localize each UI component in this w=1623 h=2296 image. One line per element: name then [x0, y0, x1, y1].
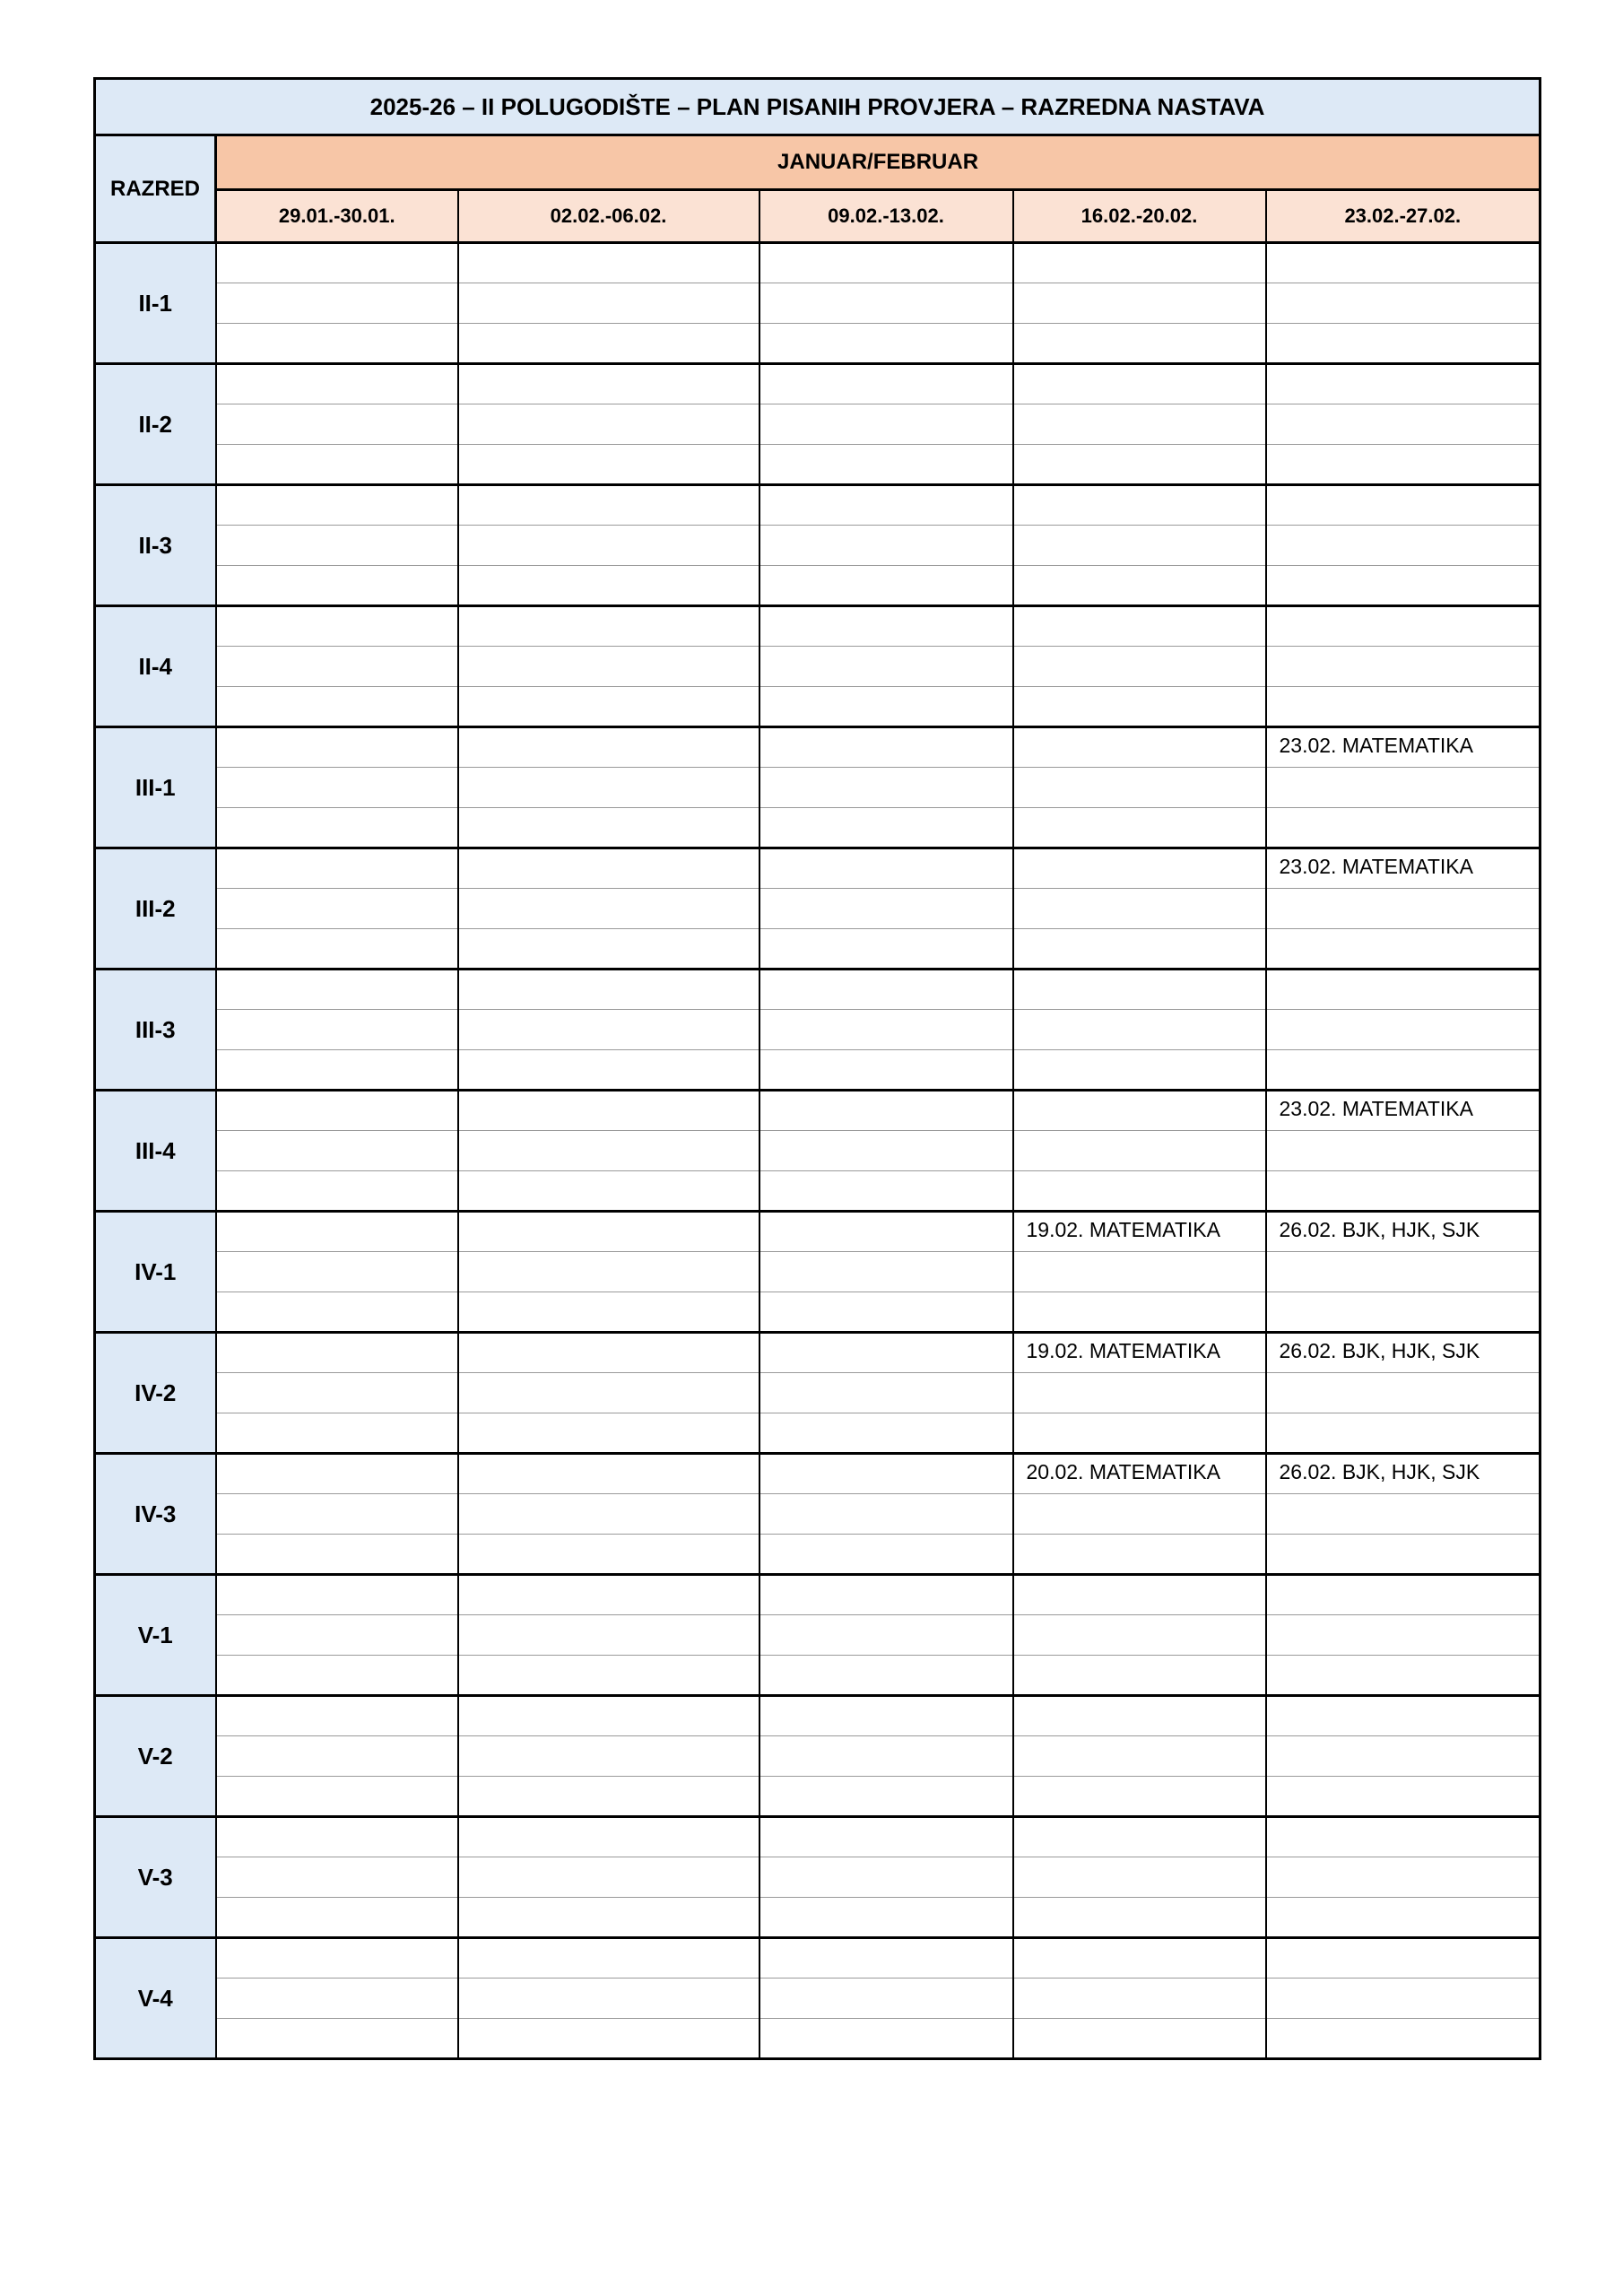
class-label: II-2: [95, 364, 216, 485]
schedule-cell: [1266, 445, 1541, 485]
schedule-cell: [1013, 1252, 1266, 1292]
schedule-cell: [1013, 1656, 1266, 1696]
schedule-cell: 23.02. MATEMATIKA: [1266, 1091, 1541, 1131]
schedule-cell: [1266, 404, 1541, 445]
table-row: [95, 1777, 1541, 1817]
schedule-cell: [216, 1292, 458, 1333]
schedule-cell: [1266, 687, 1541, 727]
table-row: [95, 283, 1541, 324]
schedule-cell: [759, 1656, 1013, 1696]
schedule-cell: [216, 1575, 458, 1615]
schedule-cell: [216, 606, 458, 647]
schedule-cell: [1266, 1898, 1541, 1938]
table-row: [95, 1413, 1541, 1454]
schedule-cell: [759, 1535, 1013, 1575]
schedule-cell: [1266, 606, 1541, 647]
schedule-cell: [759, 1817, 1013, 1857]
schedule-cell: [759, 1333, 1013, 1373]
schedule-cell: [1013, 1615, 1266, 1656]
schedule-cell: [1013, 808, 1266, 848]
schedule-cell: [759, 445, 1013, 485]
table-row: [95, 1292, 1541, 1333]
schedule-cell: [759, 848, 1013, 889]
schedule-cell: [759, 606, 1013, 647]
schedule-cell: [759, 1373, 1013, 1413]
schedule-cell: [458, 1252, 759, 1292]
schedule-cell: [216, 485, 458, 526]
schedule-cell: [216, 404, 458, 445]
schedule-cell: [216, 1615, 458, 1656]
schedule-cell: [1266, 1010, 1541, 1050]
schedule-cell: [458, 485, 759, 526]
class-label: III-1: [95, 727, 216, 848]
schedule-cell: [1266, 1373, 1541, 1413]
schedule-cell: [1013, 1817, 1266, 1857]
schedule-cell: [216, 1454, 458, 1494]
schedule-cell: [458, 1817, 759, 1857]
schedule-cell: [1266, 1050, 1541, 1091]
schedule-cell: [458, 566, 759, 606]
schedule-cell: [759, 1171, 1013, 1212]
table-row: [95, 243, 1541, 283]
schedule-cell: [216, 1373, 458, 1413]
schedule-cell: [1013, 1091, 1266, 1131]
schedule-cell: [216, 1252, 458, 1292]
schedule-cell: [759, 1212, 1013, 1252]
schedule-cell: [1266, 970, 1541, 1010]
schedule-cell: [1266, 485, 1541, 526]
table-row: [95, 445, 1541, 485]
table-row: [95, 1615, 1541, 1656]
class-label: II-1: [95, 243, 216, 364]
schedule-cell: [759, 929, 1013, 970]
schedule-cell: [1013, 1171, 1266, 1212]
class-label: IV-2: [95, 1333, 216, 1454]
table-row: [95, 1898, 1541, 1938]
schedule-cell: [216, 1736, 458, 1777]
schedule-cell: [216, 445, 458, 485]
class-rows: [95, 243, 1541, 2059]
schedule-cell: [216, 768, 458, 808]
schedule-cell: [759, 1131, 1013, 1171]
schedule-cell: [759, 526, 1013, 566]
schedule-cell: [1013, 1494, 1266, 1535]
schedule-cell: [1013, 404, 1266, 445]
schedule-cell: [1266, 1656, 1541, 1696]
schedule-cell: [759, 2019, 1013, 2059]
schedule-cell: [458, 970, 759, 1010]
schedule-cell: [1266, 243, 1541, 283]
schedule-cell: [1266, 1413, 1541, 1454]
schedule-cell: [458, 1131, 759, 1171]
schedule-cell: [216, 647, 458, 687]
schedule-cell: [759, 404, 1013, 445]
table-row: [95, 1010, 1541, 1050]
schedule-cell: [1266, 1938, 1541, 1979]
week-header: 29.01.-30.01.: [216, 190, 458, 243]
schedule-cell: [1013, 889, 1266, 929]
schedule-cell: [1013, 485, 1266, 526]
class-label: V-2: [95, 1696, 216, 1817]
table-row: [95, 1171, 1541, 1212]
schedule-cell: [216, 1898, 458, 1938]
schedule-cell: [1266, 808, 1541, 848]
schedule-cell: [1266, 283, 1541, 324]
table-row: [95, 485, 1541, 526]
table-row: [95, 687, 1541, 727]
schedule-cell: [1013, 1857, 1266, 1898]
schedule-cell: [458, 1857, 759, 1898]
schedule-cell: [1266, 768, 1541, 808]
schedule-cell: [759, 364, 1013, 404]
table-row: [95, 889, 1541, 929]
table-row: [95, 1494, 1541, 1535]
table-row: [95, 324, 1541, 364]
schedule-cell: [216, 324, 458, 364]
schedule-cell: [458, 1010, 759, 1050]
schedule-cell: [216, 1857, 458, 1898]
schedule-cell: [1013, 929, 1266, 970]
schedule-cell: [216, 1696, 458, 1736]
schedule-cell: [458, 808, 759, 848]
table-row: [95, 1817, 1541, 1857]
table-row: [95, 1252, 1541, 1292]
schedule-cell: [458, 768, 759, 808]
schedule-cell: [458, 1454, 759, 1494]
schedule-cell: [458, 606, 759, 647]
schedule-cell: [216, 1777, 458, 1817]
schedule-cell: [1013, 1373, 1266, 1413]
table-row: [95, 1979, 1541, 2019]
schedule-cell: [759, 1091, 1013, 1131]
schedule-cell: [759, 1736, 1013, 1777]
schedule-cell: [1013, 727, 1266, 768]
schedule-cell: [458, 1615, 759, 1656]
schedule-cell: [759, 808, 1013, 848]
table-row: [95, 1535, 1541, 1575]
schedule-cell: [759, 566, 1013, 606]
schedule-cell: [1266, 1615, 1541, 1656]
table-row: [95, 1575, 1541, 1615]
schedule-cell: [1266, 526, 1541, 566]
schedule-cell: [216, 687, 458, 727]
schedule-cell: [759, 243, 1013, 283]
schedule-cell: [216, 283, 458, 324]
schedule-cell: [458, 1171, 759, 1212]
schedule-cell: [458, 889, 759, 929]
schedule-cell: [1013, 2019, 1266, 2059]
schedule-cell: [759, 1010, 1013, 1050]
schedule-cell: [1266, 1252, 1541, 1292]
schedule-cell: [759, 1615, 1013, 1656]
schedule-cell: 26.02. BJK, HJK, SJK: [1266, 1212, 1541, 1252]
schedule-cell: [1266, 889, 1541, 929]
table-row: [95, 768, 1541, 808]
schedule-cell: [759, 1252, 1013, 1292]
class-label: III-3: [95, 970, 216, 1091]
schedule-cell: 26.02. BJK, HJK, SJK: [1266, 1454, 1541, 1494]
schedule-cell: [216, 1817, 458, 1857]
table-row: [95, 1091, 1541, 1131]
schedule-cell: [216, 526, 458, 566]
schedule-cell: [458, 1777, 759, 1817]
schedule-cell: [1013, 1736, 1266, 1777]
schedule-cell: [458, 1333, 759, 1373]
table-row: [95, 970, 1541, 1010]
class-label: III-4: [95, 1091, 216, 1212]
schedule-cell: [216, 970, 458, 1010]
schedule-cell: [458, 1373, 759, 1413]
schedule-cell: [458, 404, 759, 445]
schedule-cell: [1013, 687, 1266, 727]
schedule-cell: [1013, 606, 1266, 647]
table-row: [95, 1131, 1541, 1171]
razred-header: RAZRED: [95, 135, 216, 243]
schedule-cell: [759, 1857, 1013, 1898]
schedule-cell: [1266, 1696, 1541, 1736]
schedule-cell: 23.02. MATEMATIKA: [1266, 848, 1541, 889]
schedule-cell: [1266, 1292, 1541, 1333]
schedule-cell: [458, 1979, 759, 2019]
schedule-cell: [458, 526, 759, 566]
schedule-cell: [216, 1171, 458, 1212]
schedule-cell: [458, 1050, 759, 1091]
schedule-cell: 20.02. MATEMATIKA: [1013, 1454, 1266, 1494]
schedule-cell: [216, 1979, 458, 2019]
class-label: V-3: [95, 1817, 216, 1938]
test-plan-table: [93, 77, 1541, 2060]
schedule-cell: [759, 485, 1013, 526]
schedule-cell: [216, 364, 458, 404]
schedule-cell: [1013, 1898, 1266, 1938]
schedule-cell: [458, 1091, 759, 1131]
schedule-cell: [216, 2019, 458, 2059]
class-label: V-4: [95, 1938, 216, 2059]
schedule-cell: [458, 364, 759, 404]
table-row: [95, 1938, 1541, 1979]
schedule-cell: [1266, 1494, 1541, 1535]
week-header: 02.02.-06.02.: [458, 190, 759, 243]
schedule-cell: [1013, 566, 1266, 606]
schedule-cell: [1013, 1131, 1266, 1171]
schedule-cell: [759, 1050, 1013, 1091]
schedule-cell: [1013, 1938, 1266, 1979]
schedule-cell: [1266, 1171, 1541, 1212]
schedule-cell: [458, 1494, 759, 1535]
table-row: [95, 364, 1541, 404]
schedule-cell: [216, 1212, 458, 1252]
schedule-cell: [1013, 364, 1266, 404]
class-label: IV-1: [95, 1212, 216, 1333]
table-row: [95, 404, 1541, 445]
schedule-cell: [1266, 929, 1541, 970]
schedule-cell: [759, 1898, 1013, 1938]
table-row: [95, 1212, 1541, 1252]
week-header: 09.02.-13.02.: [759, 190, 1013, 243]
schedule-cell: [759, 970, 1013, 1010]
schedule-cell: [216, 1050, 458, 1091]
schedule-cell: [1013, 970, 1266, 1010]
schedule-cell: [458, 647, 759, 687]
schedule-cell: [1266, 1575, 1541, 1615]
schedule-cell: [458, 929, 759, 970]
schedule-cell: [1266, 1535, 1541, 1575]
schedule-cell: [1013, 526, 1266, 566]
schedule-cell: [1013, 1535, 1266, 1575]
schedule-cell: [458, 687, 759, 727]
schedule-cell: [1266, 1736, 1541, 1777]
schedule-cell: [1266, 2019, 1541, 2059]
table-row: [95, 727, 1541, 768]
schedule-cell: [759, 1494, 1013, 1535]
schedule-cell: [216, 1010, 458, 1050]
table-row: [95, 526, 1541, 566]
schedule-cell: 26.02. BJK, HJK, SJK: [1266, 1333, 1541, 1373]
schedule-cell: [1266, 324, 1541, 364]
schedule-cell: [458, 1938, 759, 1979]
schedule-cell: [458, 1212, 759, 1252]
table-row: [95, 606, 1541, 647]
schedule-cell: [216, 566, 458, 606]
schedule-cell: [759, 1777, 1013, 1817]
table-row: [95, 647, 1541, 687]
table-row: [95, 1373, 1541, 1413]
table-row: [95, 1857, 1541, 1898]
schedule-cell: [1013, 1413, 1266, 1454]
schedule-cell: 19.02. MATEMATIKA: [1013, 1333, 1266, 1373]
schedule-cell: [1266, 1857, 1541, 1898]
class-label: III-2: [95, 848, 216, 970]
schedule-cell: [759, 768, 1013, 808]
schedule-cell: [216, 1333, 458, 1373]
schedule-cell: [216, 1091, 458, 1131]
schedule-cell: [1013, 1696, 1266, 1736]
schedule-cell: [1013, 324, 1266, 364]
schedule-cell: [1013, 445, 1266, 485]
schedule-cell: [458, 848, 759, 889]
table-row: [95, 808, 1541, 848]
schedule-cell: [759, 889, 1013, 929]
class-label: IV-3: [95, 1454, 216, 1575]
schedule-cell: [759, 687, 1013, 727]
schedule-cell: [1266, 1817, 1541, 1857]
table-row: [95, 2019, 1541, 2059]
class-label: V-1: [95, 1575, 216, 1696]
schedule-cell: [216, 1938, 458, 1979]
schedule-cell: [1013, 1292, 1266, 1333]
schedule-cell: [216, 808, 458, 848]
schedule-cell: [458, 1696, 759, 1736]
schedule-cell: [759, 1413, 1013, 1454]
schedule-cell: [759, 1938, 1013, 1979]
schedule-cell: [1013, 1010, 1266, 1050]
schedule-cell: [1266, 647, 1541, 687]
schedule-cell: [216, 727, 458, 768]
schedule-cell: [759, 1292, 1013, 1333]
schedule-cell: [1013, 848, 1266, 889]
schedule-cell: [216, 1494, 458, 1535]
schedule-cell: [216, 848, 458, 889]
schedule-cell: [458, 1535, 759, 1575]
schedule-cell: [458, 283, 759, 324]
table-row: [95, 1333, 1541, 1373]
schedule-cell: [458, 1575, 759, 1615]
schedule-cell: [1013, 647, 1266, 687]
schedule-cell: [216, 1131, 458, 1171]
table-row: [95, 929, 1541, 970]
schedule-cell: [759, 283, 1013, 324]
schedule-cell: [1013, 243, 1266, 283]
schedule-cell: 19.02. MATEMATIKA: [1013, 1212, 1266, 1252]
schedule-cell: [216, 1656, 458, 1696]
schedule-cell: [1013, 768, 1266, 808]
schedule-cell: [458, 1413, 759, 1454]
week-header: 16.02.-20.02.: [1013, 190, 1266, 243]
schedule-cell: [458, 1656, 759, 1696]
schedule-cell: [458, 445, 759, 485]
schedule-cell: [458, 1736, 759, 1777]
schedule-cell: [1266, 1777, 1541, 1817]
schedule-cell: [1266, 566, 1541, 606]
schedule-cell: [216, 929, 458, 970]
schedule-cell: [458, 243, 759, 283]
schedule-cell: [1266, 1131, 1541, 1171]
schedule-cell: [759, 1979, 1013, 2019]
schedule-cell: [1266, 1979, 1541, 2019]
schedule-cell: [1266, 364, 1541, 404]
schedule-cell: [1013, 1777, 1266, 1817]
schedule-cell: [458, 1292, 759, 1333]
schedule-cell: [759, 647, 1013, 687]
schedule-cell: [216, 243, 458, 283]
schedule-cell: 23.02. MATEMATIKA: [1266, 727, 1541, 768]
schedule-cell: [458, 324, 759, 364]
schedule-cell: [759, 324, 1013, 364]
schedule-cell: [216, 1535, 458, 1575]
table-row: [95, 1736, 1541, 1777]
schedule-cell: [216, 889, 458, 929]
schedule-cell: [1013, 1575, 1266, 1615]
table-row: [95, 1696, 1541, 1736]
week-header: 23.02.-27.02.: [1266, 190, 1541, 243]
schedule-cell: [759, 1454, 1013, 1494]
table-row: [95, 848, 1541, 889]
month-header: JANUAR/FEBRUAR: [216, 135, 1541, 190]
table-row: [95, 1656, 1541, 1696]
schedule-cell: [1013, 1050, 1266, 1091]
schedule-cell: [759, 1575, 1013, 1615]
sheet-title: 2025-26 – II POLUGODIŠTE – PLAN PISANIH PROVJERA – RAZREDNA NASTAVA: [95, 79, 1541, 135]
schedule-cell: [458, 2019, 759, 2059]
schedule-cell: [759, 1696, 1013, 1736]
schedule-cell: [759, 727, 1013, 768]
table-row: [95, 1454, 1541, 1494]
table-row: [95, 566, 1541, 606]
schedule-cell: [458, 727, 759, 768]
schedule-cell: [1013, 283, 1266, 324]
schedule-cell: [458, 1898, 759, 1938]
class-label: II-4: [95, 606, 216, 727]
class-label: II-3: [95, 485, 216, 606]
schedule-cell: [216, 1413, 458, 1454]
schedule-cell: [1013, 1979, 1266, 2019]
table-row: [95, 1050, 1541, 1091]
